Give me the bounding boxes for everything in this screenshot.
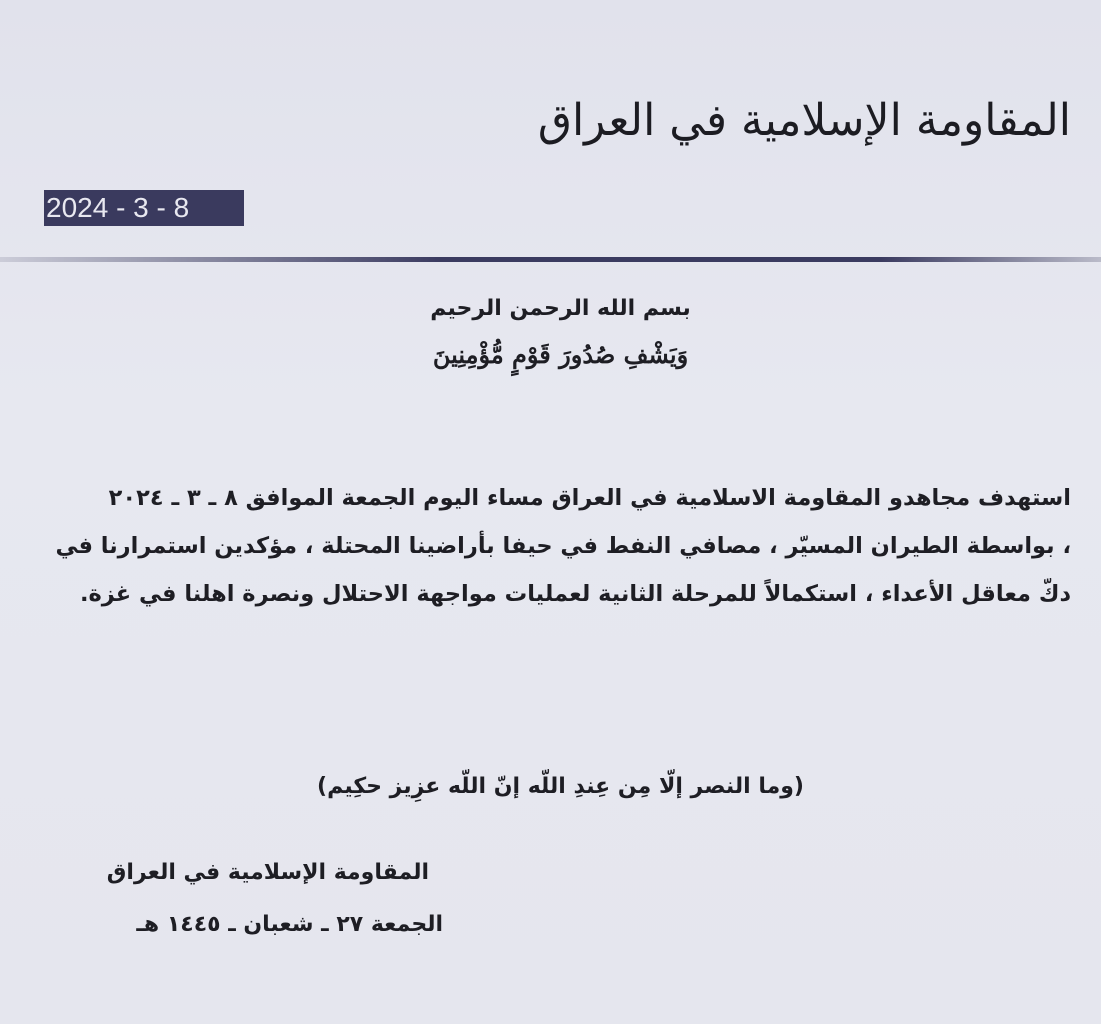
- signature-name: المقاومة الإسلامية في العراق: [106, 860, 429, 885]
- organization-logo-text: المقاومة الإسلامية في العراق: [537, 95, 1071, 146]
- quran-verse: وَيَشْفِ صُدُورَ قَوْمٍ مُّؤْمِنِينَ: [432, 340, 689, 369]
- body-line-1: استهدف مجاهدو المقاومة الاسلامية في العراق مساء اليوم الجمعة الموافق ٨ ـ ٣ ـ ٢٠٢٤: [108, 485, 1071, 511]
- closing-quote: (وما النصر إلّا مِن عِندِ اللّه إنّ اللّه عزِيز حكِيم): [317, 774, 804, 799]
- date-badge: 2024 - 3 - 8: [44, 190, 244, 226]
- header-divider: [0, 257, 1101, 262]
- basmala: بسم الله الرحمن الرحيم: [430, 296, 691, 321]
- body-line-2: ، بواسطة الطيران المسيّر ، مصافي النفط في حيفا بأراضينا المحتلة ، مؤكدين استمرارنا في: [55, 533, 1071, 559]
- body-line-3: دكّ معاقل الأعداء ، استكمالاً للمرحلة الثانية لعمليات مواجهة الاحتلال ونصرة اهلنا في غزة.: [79, 581, 1071, 607]
- statement-body: [31, 474, 1071, 618]
- signature-date: الجمعة ٢٧ ـ شعبان ـ ١٤٤٥ هـ: [136, 912, 443, 937]
